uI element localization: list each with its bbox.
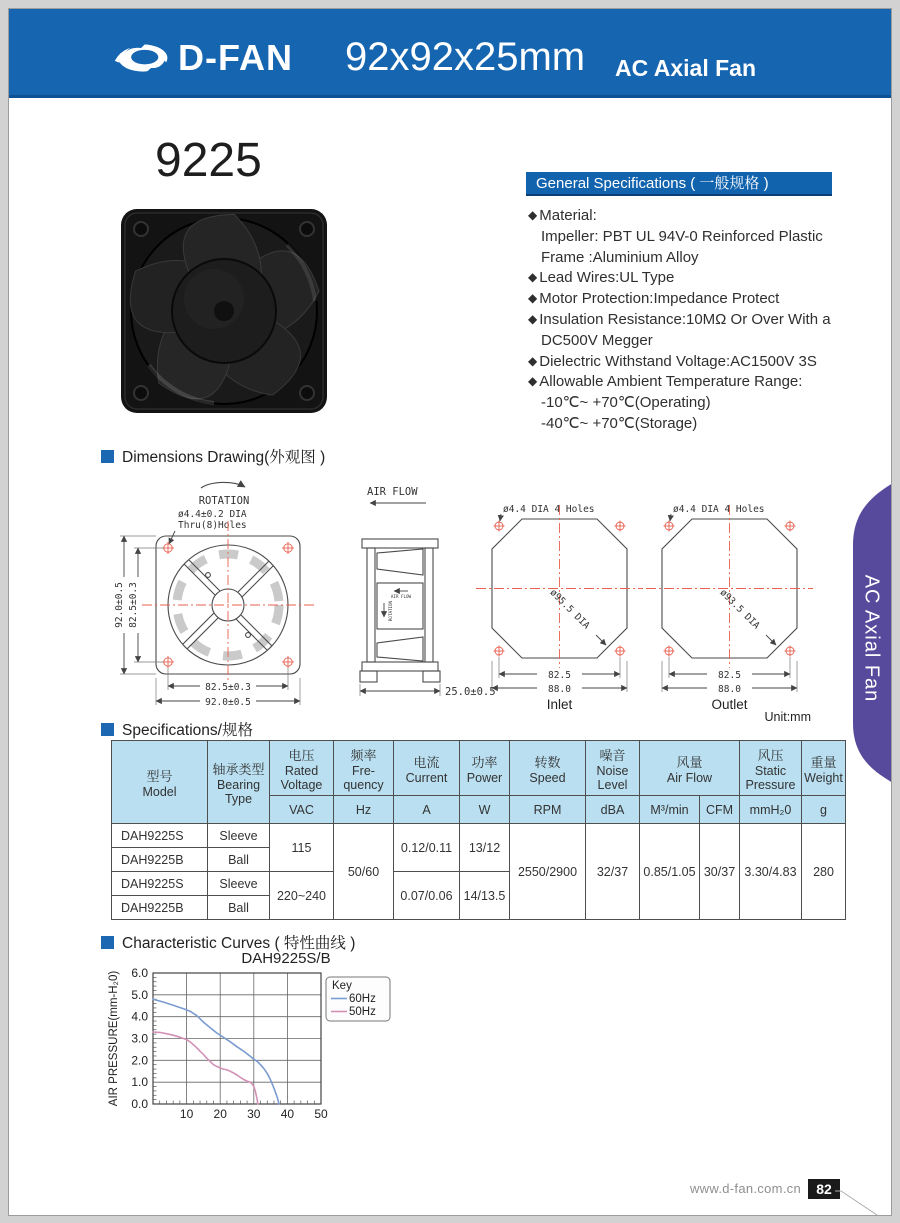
diamond-bullet-icon: ◆ — [528, 311, 538, 326]
col-header-weight: 重量 Weight — [802, 741, 846, 796]
unit-a: A — [394, 796, 460, 824]
cell-bearing: Ball — [208, 896, 270, 920]
section-bullet-icon — [101, 450, 114, 463]
unit-g: g — [802, 796, 846, 824]
brand-logo — [113, 37, 293, 79]
unit-label: Unit:mm — [764, 710, 811, 723]
svg-text:20: 20 — [213, 1107, 227, 1121]
section-heading-text: Dimensions Drawing(外观图 ) — [122, 449, 326, 466]
front-dim-left-inner: 82.5±0.3 — [128, 582, 139, 628]
col-header-voltage: 电压 Rated Voltage — [270, 741, 334, 796]
svg-text:30: 30 — [247, 1107, 261, 1121]
spec-line-text: -10℃~ +70℃(Operating) — [541, 394, 711, 412]
inlet-label: Inlet — [546, 697, 573, 712]
spec-line-text: Insulation Resistance:10MΩ Or Over With a — [539, 310, 831, 328]
inlet-dim-outer: 88.0 — [548, 683, 571, 695]
side-tab — [849, 483, 892, 793]
col-header-noise: 噪音 Noise Level — [586, 741, 640, 796]
cell-airflow-cfm: 30/37 — [700, 824, 740, 920]
unit-hz: Hz — [334, 796, 394, 824]
col-header-pressure: 风压 Static Pressure — [740, 741, 802, 796]
svg-text:AIR PRESSURE(mm-H₂0): AIR PRESSURE(mm-H₂0) — [108, 970, 120, 1107]
spec-line-text: Material: — [539, 207, 597, 224]
cell-noise: 32/37 — [586, 824, 640, 920]
unit-m3min: M³/min — [640, 796, 700, 824]
svg-text:4.0: 4.0 — [131, 1009, 148, 1024]
unit-cfm: CFM — [700, 796, 740, 824]
dfan-swirl-icon — [113, 37, 171, 79]
cell-bearing: Sleeve — [208, 872, 270, 896]
svg-text:40: 40 — [280, 1107, 295, 1121]
diamond-bullet-icon: ◆ — [528, 270, 538, 285]
section-heading-text: Specifications/规格 — [122, 722, 253, 739]
spec-line — [528, 372, 876, 393]
col-header-current: 电流 Current — [394, 741, 460, 796]
col-header-frequency: 频率 Fre-quency — [334, 741, 394, 796]
side-airflow-label: AIR FLOW — [367, 486, 418, 498]
spec-line — [528, 289, 876, 310]
cell-model: DAH9225S — [112, 872, 208, 896]
inlet-dia-label: ø95.5 DIA — [547, 587, 592, 632]
unit-rpm: RPM — [510, 796, 586, 824]
svg-text:5.0: 5.0 — [131, 987, 148, 1002]
front-hole-note-1: ø4.4±0.2 DIA — [178, 509, 247, 520]
outlet-hole-note: ø4.4 DIA 4 Holes — [673, 504, 765, 515]
cell-frequency: 50/60 — [334, 824, 394, 920]
characteristic-curve-chart — [106, 949, 408, 1134]
svg-text:DAH9225S/B: DAH9225S/B — [241, 950, 331, 967]
spec-line — [528, 248, 876, 269]
cell-bearing: Sleeve — [208, 824, 270, 848]
cell-pressure: 3.30/4.83 — [740, 824, 802, 920]
front-dim-bottom-outer: 92.0±0.5 — [205, 696, 251, 708]
cell-voltage: 115 — [270, 824, 334, 872]
svg-text:50: 50 — [314, 1107, 328, 1121]
spec-line-text: Lead Wires:UL Type — [539, 269, 675, 287]
svg-text:10: 10 — [179, 1107, 194, 1121]
spec-line — [528, 352, 876, 373]
inlet-view-drawing — [476, 504, 643, 712]
spec-line-text: Frame :Aluminium Alloy — [541, 248, 699, 266]
front-view-drawing — [114, 482, 315, 707]
outlet-dim-outer: 88.0 — [718, 683, 741, 695]
spec-line — [528, 268, 876, 289]
col-header-power: 功率 Power — [460, 741, 510, 796]
outlet-label: Outlet — [711, 697, 748, 712]
diamond-bullet-icon: ◆ — [528, 374, 538, 389]
page-subtitle: AC Axial Fan — [615, 55, 757, 81]
specifications-table — [111, 740, 846, 920]
svg-text:6.0: 6.0 — [131, 966, 148, 980]
cell-speed: 2550/2900 — [510, 824, 586, 920]
spec-line-text: Allowable Ambient Temperature Range: — [539, 373, 803, 391]
spec-line — [528, 414, 876, 435]
section-heading-text: Characteristic Curves ( 特性曲线 ) — [122, 935, 356, 952]
model-number: 9225 — [155, 134, 262, 187]
svg-text:1.0: 1.0 — [131, 1075, 148, 1090]
outlet-view-drawing — [646, 504, 813, 712]
diamond-bullet-icon: ◆ — [528, 353, 538, 368]
cell-airflow-m3: 0.85/1.05 — [640, 824, 700, 920]
section-bullet-icon — [101, 723, 114, 736]
front-dim-bottom-inner: 82.5±0.3 — [205, 681, 251, 693]
unit-dba: dBA — [586, 796, 640, 824]
svg-text:3.0: 3.0 — [131, 1031, 148, 1046]
page-number-badge: 82 — [808, 1179, 840, 1199]
col-header-airflow: 风量 Air Flow — [640, 741, 740, 796]
col-header-model: 型号 Model — [112, 741, 208, 824]
section-bullet-icon — [101, 936, 114, 949]
svg-text:60Hz: 60Hz — [349, 993, 376, 1005]
general-specs-list — [528, 206, 876, 435]
spec-line-text: Dielectric Withstand Voltage:AC1500V 3S — [539, 352, 817, 370]
header-band — [9, 9, 891, 98]
outlet-dim-inner: 82.5 — [718, 669, 741, 681]
diamond-bullet-icon: ◆ — [528, 291, 538, 306]
cell-power: 13/12 — [460, 824, 510, 872]
cell-power: 14/13.5 — [460, 872, 510, 920]
datasheet-page — [8, 8, 892, 1216]
side-inner-rotation-label: ROTATION — [388, 600, 393, 622]
side-inner-airflow-label: AIR FLOW — [390, 594, 412, 599]
mount-hole — [300, 222, 314, 236]
cell-model: DAH9225S — [112, 824, 208, 848]
svg-text:2.0: 2.0 — [131, 1053, 148, 1068]
spec-line-text: -40℃~ +70℃(Storage) — [541, 414, 698, 432]
cell-current: 0.12/0.11 — [394, 824, 460, 872]
front-dim-left-outer: 92.0±0.5 — [114, 582, 125, 628]
cell-bearing: Ball — [208, 848, 270, 872]
spec-line-text: DC500V Megger — [541, 331, 653, 349]
col-header-bearing: 轴承类型 Bearing Type — [208, 741, 270, 824]
side-view-drawing — [360, 486, 496, 698]
svg-text:0.0: 0.0 — [131, 1097, 148, 1111]
spec-line — [528, 206, 876, 227]
section-heading-specifications — [101, 718, 253, 740]
cell-voltage: 220~240 — [270, 872, 334, 920]
diamond-bullet-icon: ◆ — [528, 208, 538, 222]
spec-line — [528, 393, 876, 414]
inlet-dim-inner: 82.5 — [548, 669, 571, 681]
cell-current: 0.07/0.06 — [394, 872, 460, 920]
section-heading-dimensions — [101, 445, 325, 467]
side-tab-label: AC Axial Fan — [860, 574, 883, 702]
spec-line — [528, 310, 876, 331]
spec-line-text: Impeller: PBT UL 94V-0 Reinforced Plastic — [541, 227, 823, 245]
cell-weight: 280 — [802, 824, 846, 920]
col-header-speed: 转数 Speed — [510, 741, 586, 796]
cell-model: DAH9225B — [112, 848, 208, 872]
mount-hole — [134, 222, 148, 236]
website-text: www.d-fan.com.cn — [689, 1181, 801, 1196]
table-row — [112, 824, 846, 848]
svg-text:50Hz: 50Hz — [349, 1006, 376, 1018]
inlet-hole-note: ø4.4 DIA 4 Holes — [503, 504, 595, 515]
brand-text: D-FAN — [178, 37, 293, 78]
mount-hole — [300, 386, 314, 400]
unit-mmh2o: mmH₂0 — [740, 796, 802, 824]
cell-model: DAH9225B — [112, 896, 208, 920]
front-hole-note-2: Thru(8)Holes — [178, 520, 247, 531]
unit-vac: VAC — [270, 796, 334, 824]
general-specs-title-bar: General Specifications ( 一般规格 ) — [526, 172, 832, 196]
mount-hole — [134, 386, 148, 400]
product-photo — [119, 205, 331, 417]
dimension-drawings — [104, 471, 849, 723]
spec-line-text: Motor Protection:Impedance Protect — [539, 290, 780, 308]
corner-rule-line — [835, 1185, 892, 1216]
side-thickness-dim: 25.0±0.5 — [445, 686, 496, 698]
spec-line — [528, 227, 876, 248]
rotation-label: ROTATION — [198, 495, 250, 507]
outlet-dia-label: ø93.5 DIA — [717, 587, 762, 632]
spec-line — [528, 331, 876, 352]
unit-w: W — [460, 796, 510, 824]
svg-text:Key: Key — [332, 980, 352, 992]
page-title: 92x92x25mm — [345, 35, 586, 79]
